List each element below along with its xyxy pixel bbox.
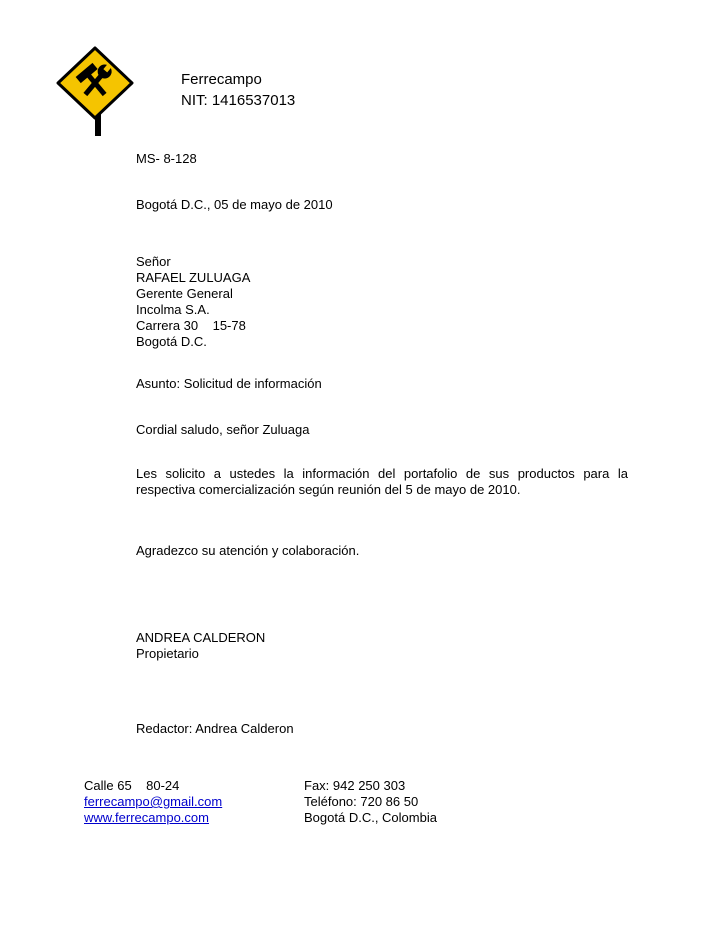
reference-code: MS- 8-128 [136,151,197,166]
company-nit: NIT: 1416537013 [181,92,296,109]
footer-city: Bogotá D.C., Colombia [304,810,437,825]
footer-address: Calle 65 80-24 [84,778,180,793]
recipient-city: Bogotá D.C. [136,334,207,349]
recipient-company: Incolma S.A. [136,302,210,317]
signer-title: Propietario [136,646,199,661]
recipient-address: Carrera 30 15-78 [136,318,246,333]
recipient-block [136,254,250,350]
recipient-name: RAFAEL ZULUAGA [136,270,251,285]
footer-email-link[interactable]: ferrecampo@gmail.com [84,794,223,809]
company-logo [54,46,136,138]
thanks-line: Agradezco su atención y colaboración. [136,543,360,558]
date-line: Bogotá D.C., 05 de mayo de 2010 [136,197,333,212]
signer-name: ANDREA CALDERON [136,630,266,645]
recipient-salutation: Señor [136,254,171,269]
greeting-line: Cordial saludo, señor Zuluaga [136,422,310,437]
footer-fax: Fax: 942 250 303 [304,778,406,793]
recipient-position: Gerente General [136,286,233,301]
company-name: Ferrecampo [181,71,262,88]
footer-phone: Teléfono: 720 86 50 [304,794,419,809]
subject-line: Asunto: Solicitud de información [136,376,322,391]
footer-website-link[interactable]: www.ferrecampo.com [84,810,209,825]
tools-sign-icon [54,46,136,138]
body-paragraph: Les solicito a ustedes la información del portafolio de sus productos para la respectiva comercialización según reunión del 5 de mayo de 2010. [136,466,628,497]
footer-left [84,778,222,826]
drafter-line: Redactor: Andrea Calderon [136,721,294,736]
footer-right [304,778,437,826]
